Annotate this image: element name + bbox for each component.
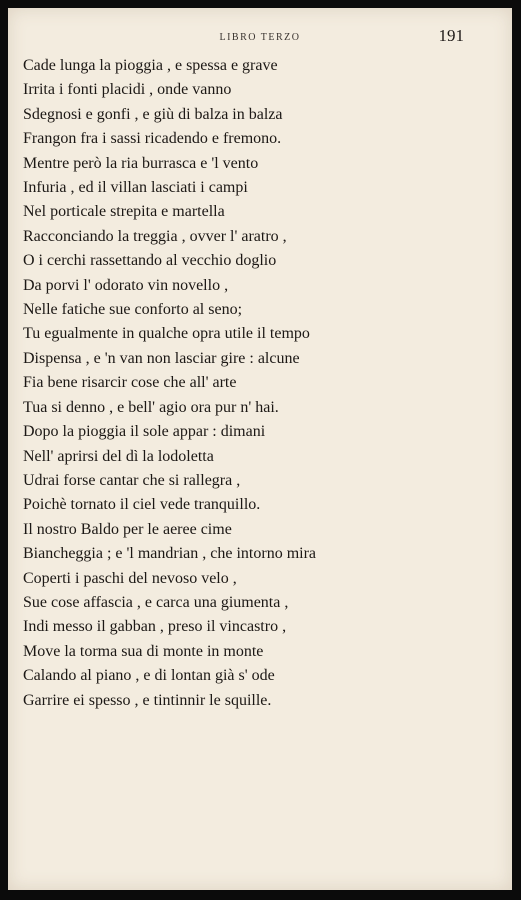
verse-line: Nell' aprirsi del dì la lodoletta bbox=[23, 447, 214, 465]
verse-line: Dispensa , e 'n van non lasciar gire : alcune bbox=[23, 349, 300, 367]
verse-line: Da porvi l' odorato vin novello , bbox=[23, 276, 229, 294]
verse-line: Nelle fatiche sue conforto al seno; bbox=[23, 301, 243, 319]
verse-line: Cade lunga la pioggia , e spessa e grave bbox=[23, 57, 278, 74]
verse-line: Poichè tornato il ciel vede tranquillo. bbox=[23, 496, 261, 514]
book-page bbox=[8, 8, 512, 890]
verse-line: Sdegnosi e gonfi , e giù di balza in balza bbox=[23, 105, 283, 123]
verse-line: Coperti i paschi del nevoso velo , bbox=[23, 569, 237, 587]
verse-line: O i cerchi rassettando al vecchio doglio bbox=[23, 252, 277, 270]
verse-line: Tu egualmente in qualche opra utile il tempo bbox=[23, 325, 310, 343]
verse-line: Sue cose affascia , e carca una giumenta , bbox=[23, 593, 289, 611]
verse-line: Calando al piano , e di lontan già s' ode bbox=[23, 667, 275, 685]
verse-line: Udrai forse cantar che si rallegra , bbox=[23, 471, 241, 489]
verse-line: Nel porticale strepita e martella bbox=[23, 203, 225, 221]
verse-line: Mentre però la ria burrasca e 'l vento bbox=[23, 154, 259, 172]
verse-line: Frangon fra i sassi ricadendo e fremono. bbox=[23, 130, 282, 148]
verse-line: Fia bene risarcir cose che all' arte bbox=[23, 374, 237, 392]
verse-line: Garrire ei spesso , e tintinnir le squille. bbox=[23, 691, 272, 709]
verse-line: Infuria , ed il villan lasciati i campi bbox=[23, 179, 248, 197]
verse-block bbox=[23, 54, 316, 713]
verse-line: Move la torma sua di monte in monte bbox=[23, 642, 264, 660]
verse-line: Il nostro Baldo per le aeree cime bbox=[23, 520, 232, 538]
verse-line: Tua si denno , e bell' agio ora pur n' hai. bbox=[23, 398, 279, 416]
verse-line: Dopo la pioggia il sole appar : dimani bbox=[23, 423, 266, 441]
page-number: 191 bbox=[438, 26, 464, 45]
verse-line: Irrita i fonti placidi , onde vanno bbox=[23, 81, 232, 99]
running-head: LIBRO TERZO bbox=[219, 32, 301, 43]
verse-line: Indi messo il gabban , preso il vincastro , bbox=[23, 618, 287, 636]
verse-line: Biancheggia ; e 'l mandrian , che intorno mira bbox=[23, 545, 317, 563]
verse-line: Racconciando la treggia , ovver l' aratro , bbox=[23, 227, 287, 245]
